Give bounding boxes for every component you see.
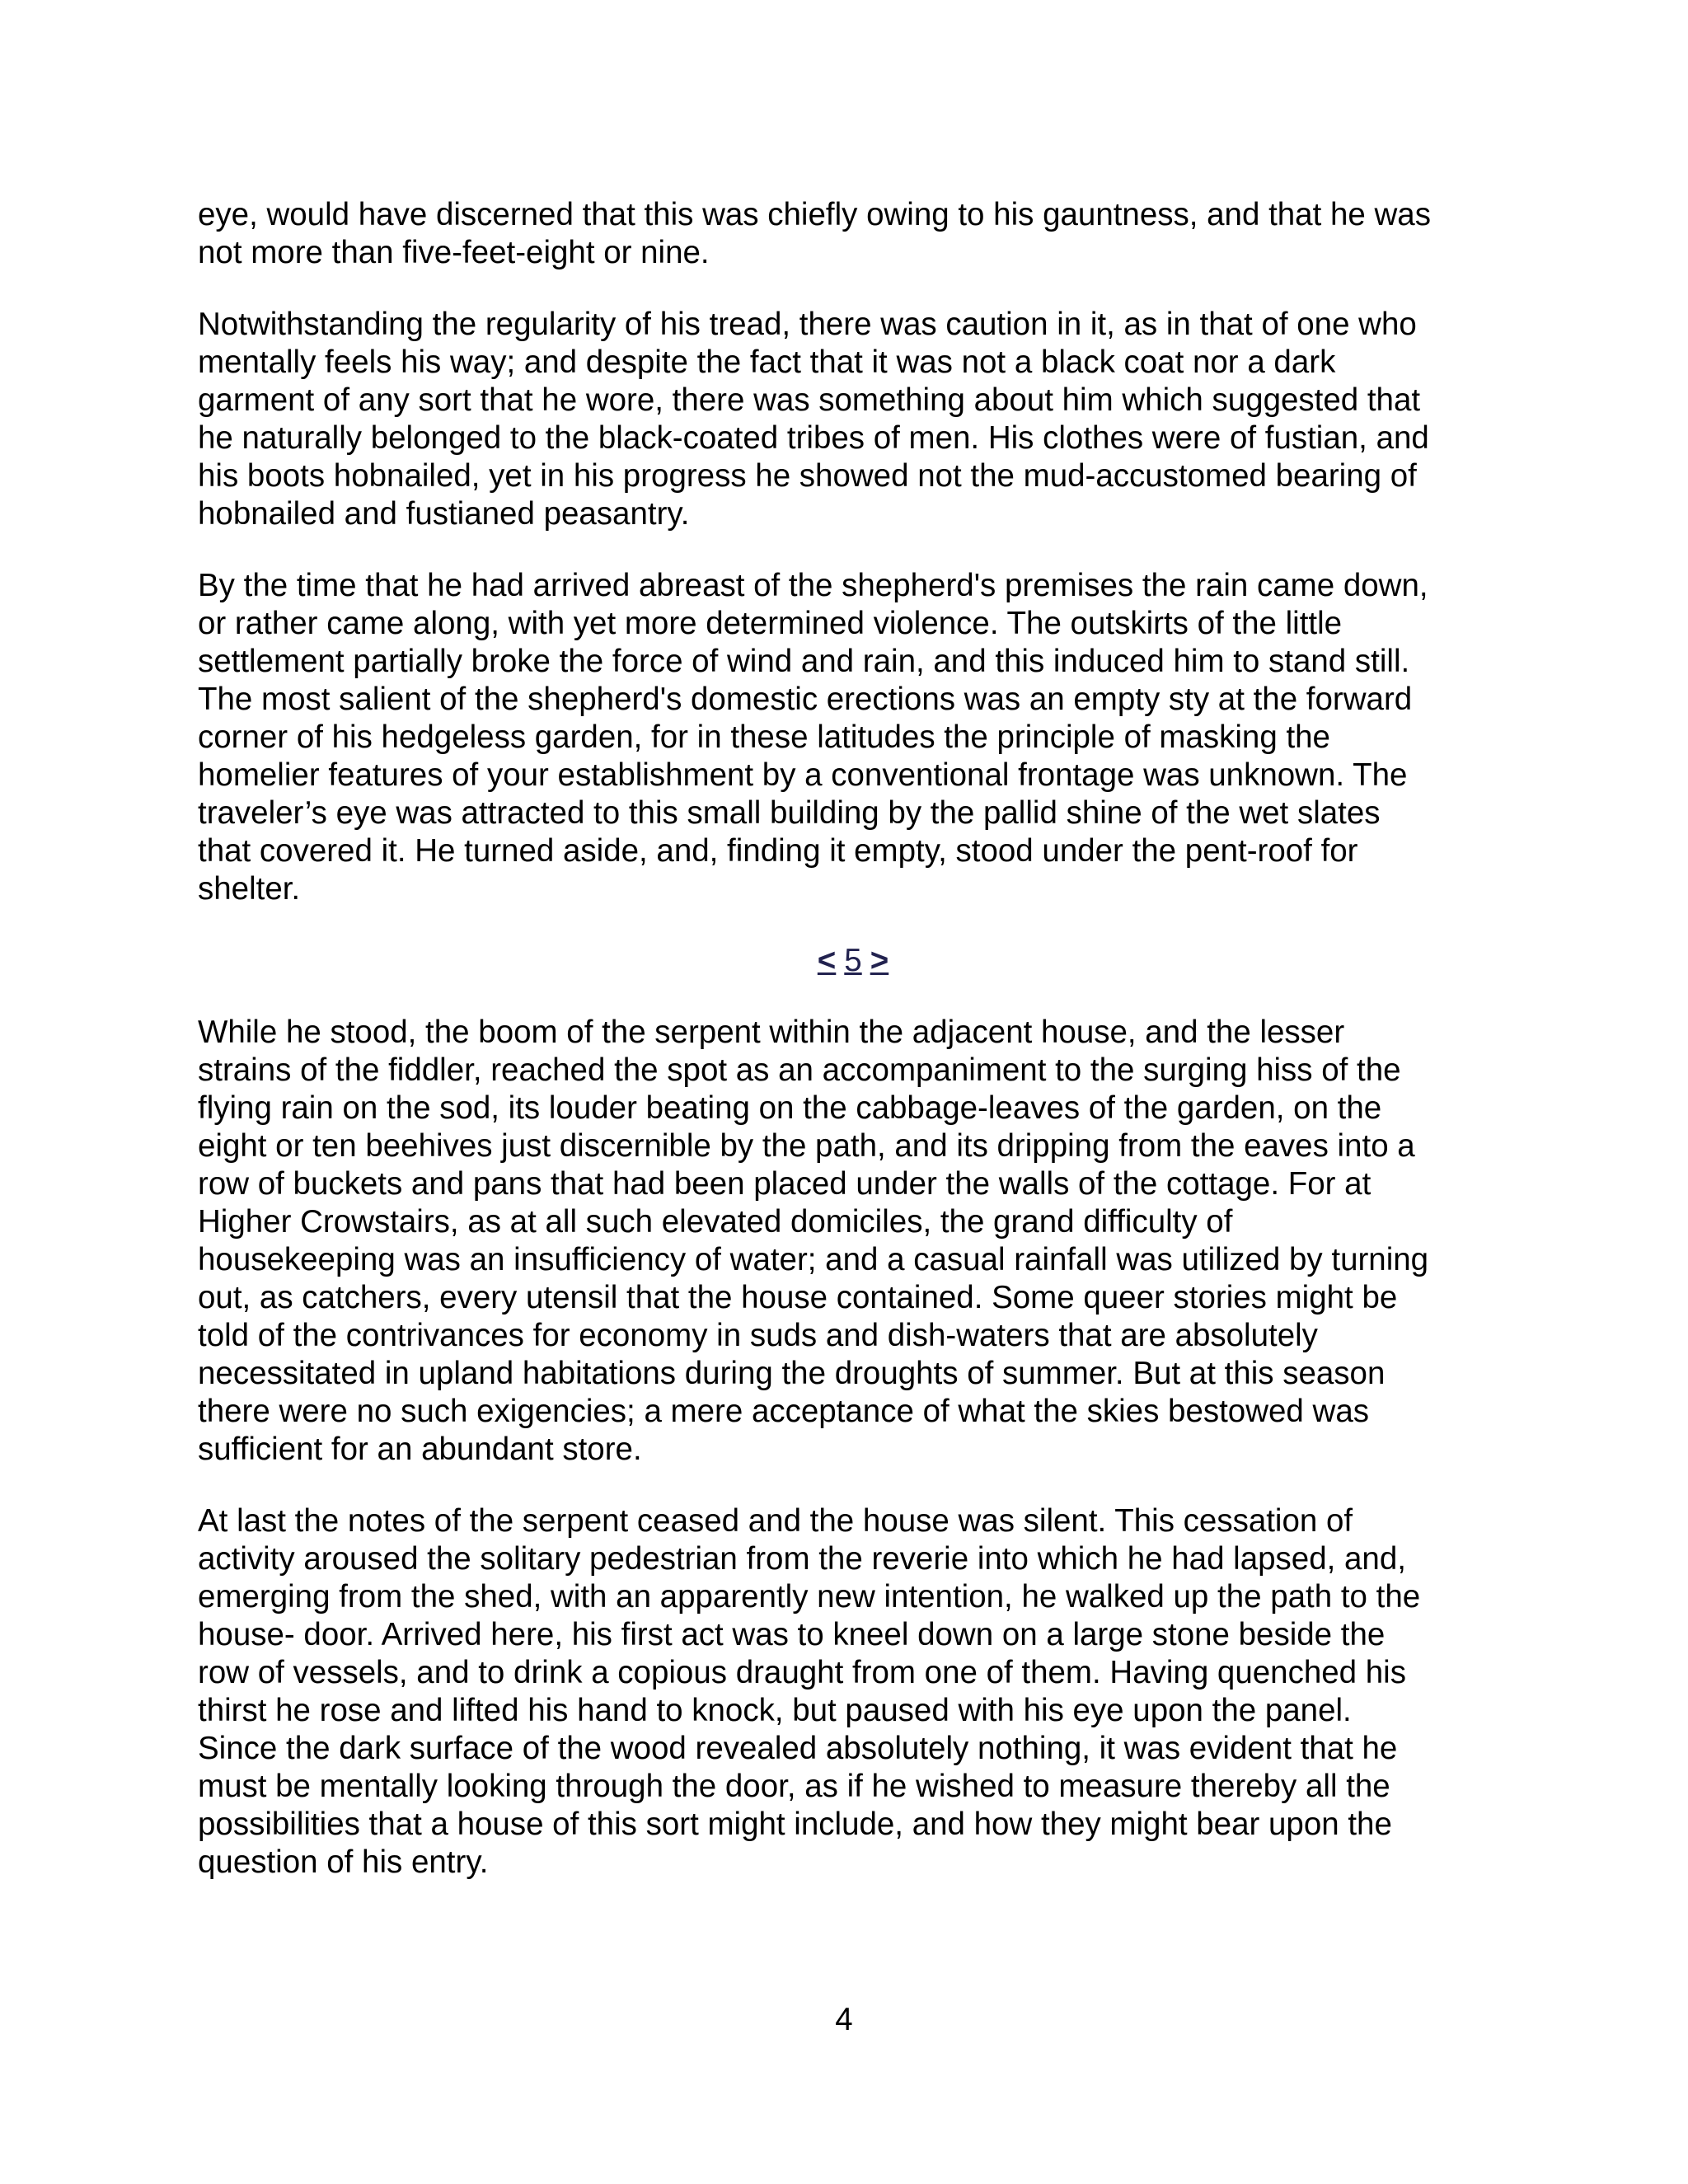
document-body — [198, 196, 1508, 1882]
paragraph-4: While he stood, the boom of the serpent within the adjacent house, and the lesser strains of the fiddler, reached the spot as an accompaniment to the surging hiss of the flying rain on the sod, its louder beating on the cabbage-leaves of the garden, on the eight or ten beehives just discernible by the path, and its dripping from the eaves into a row of buckets and pans that had been placed under the walls of the cottage. For at Higher Crowstairs, as at all such elevated domiciles, the grand difficulty of housekeeping was an insufficiency of water; and a casual rainfall was utilized by turning out, as catchers, every utensil that the house contained. Some queer stories might be told of the contrivances for economy in suds and dish-waters that are absolutely necessitated in upland habitations during the droughts of summer. But at this season there were no such exigencies; a mere acceptance of what the skies bestowed was sufficient for an abundant store. — [198, 1015, 1429, 1467]
next-page-link[interactable]: > — [870, 943, 889, 978]
paragraph-5: At last the notes of the serpent ceased and the house was silent. This cessation of activity aroused the solitary pedestrian from the reverie into which he had lapsed, and, emerging from the shed, with an apparently new intention, he walked up the path to the house- door. Arrived here, his first act was to kneel down on a large stone beside the row of vessels, and to drink a copious draught from one of them. Having quenched his thirst he rose and lifted his hand to knock, but paused with his eye upon the panel. Since the dark surface of the wood revealed absolutely nothing, it was evident that he must be mentally looking through the door, as if he wished to measure thereby all the possibilities that a house of this sort might include, and how they might bear upon the question of his entry. — [198, 1503, 1421, 1880]
page-5-link[interactable]: 5 — [844, 943, 862, 978]
paragraph-1: eye, would have discerned that this was chiefly owing to his gauntness, and that he was not more than five-feet-eight or nine. — [198, 197, 1431, 270]
page-number: 4 — [835, 2002, 853, 2037]
page-navigation — [198, 942, 1508, 980]
previous-page-link[interactable]: < — [817, 943, 837, 978]
paragraph-2: Notwithstanding the regularity of his tread, there was caution in it, as in that of one who mentally feels his way; and despite the fact that it was not a black coat nor a dark garment of any sort that he wore, there was something about him which suggested that he naturally belonged to the black-coated tribes of men. His clothes were of fustian, and his boots hobnailed, yet in his progress he showed not the mud-accustomed bearing of hobnailed and fustianed peasantry. — [198, 307, 1429, 532]
paragraph-3: By the time that he had arrived abreast of the shepherd's premises the rain came down, or rather came along, with yet more determined violence. The outskirts of the little settlement partially broke the force of wind and rain, and this induced him to stand still. The most salient of the shepherd's domestic erections was an empty sty at the forward corner of his hedgeless garden, for in these latitudes the principle of masking the homelier features of your establishment by a conventional frontage was unknown. The traveler’s eye was attracted to this small building by the pallid shine of the wet slates that covered it. He turned aside, and, finding it empty, stood under the pent-roof for shelter. — [198, 568, 1428, 907]
